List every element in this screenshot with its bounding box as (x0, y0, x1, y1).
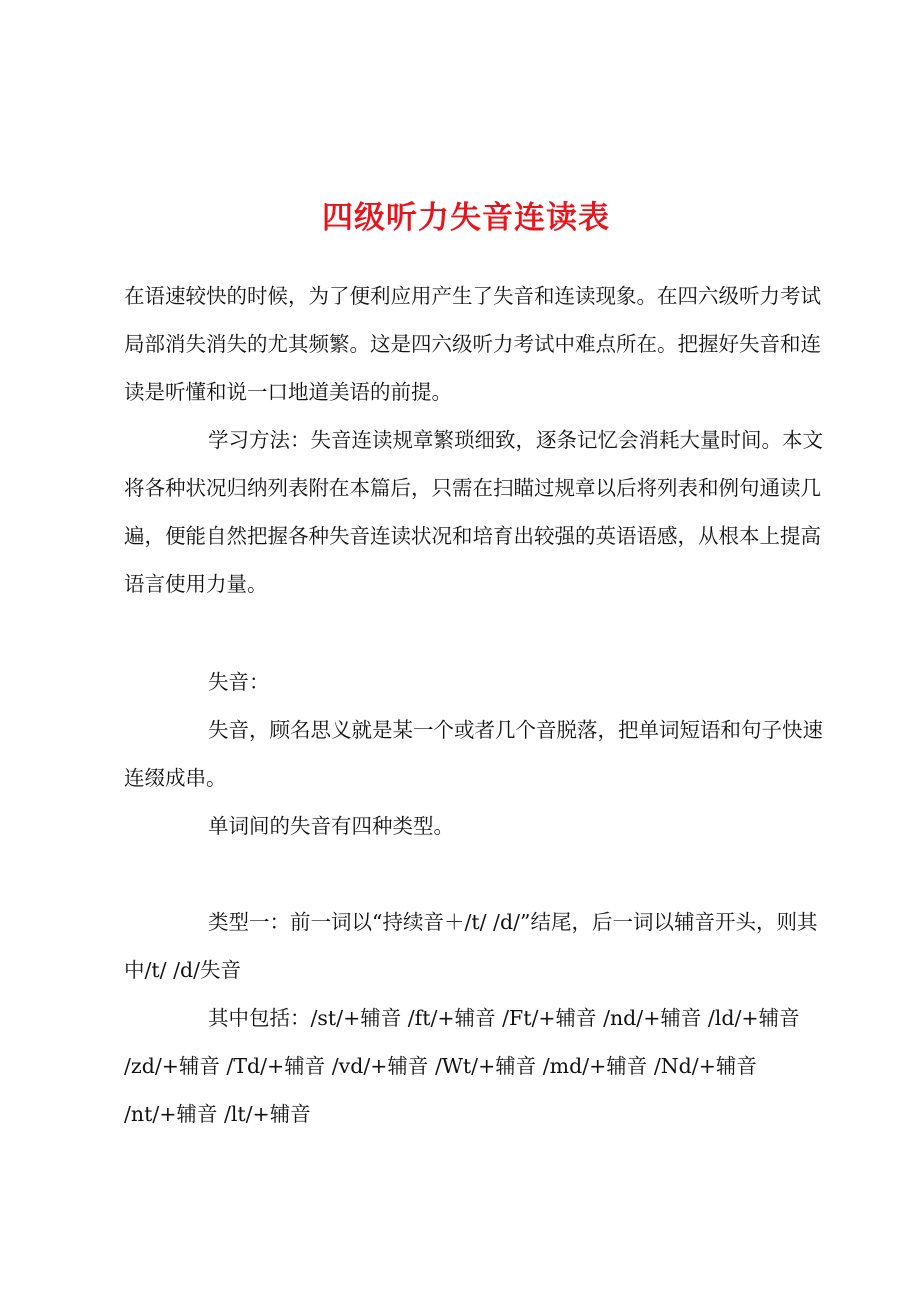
paragraph-type-one: 类型一：前一词以“持续音＋/t/ /d/”结尾，后一词以辅音开头，则其中/t/ /d/失音 (124, 910, 818, 982)
paragraph-intro: 在语速较快的时候，为了便利应用产生了失音和连读现象。在四六级听力考试局部消失消失的尤其频繁。这是四六级听力考试中难点所在。把握好失音和连读是听懂和说一口地道美语的前提。 (124, 284, 821, 404)
paragraph-elision-definition: 失音，顾名思义就是某一个或者几个音脱落，把单词短语和句子快速连缀成串。 (124, 718, 823, 790)
paragraph-study-method: 学习方法：失音连读规章繁琐细致，逐条记忆会消耗大量时间。本文将各种状况归纳列表附在本篇后，只需在扫瞄过规章以后将列表和例句通读几遍，便能自然把握各种失音连读状况和培育出较强的英语语感，从根本上提高语言使用力量。 (124, 428, 823, 596)
paragraph-heading-elision: 失音： (208, 670, 270, 694)
document-title: 四级听力失音连读表 (322, 200, 610, 236)
paragraph-type-one-includes: 其中包括：/st/+辅音 /ft/+辅音 /Ft/+辅音 /nd/+辅音 /ld/+辅音 /zd/+辅音 /Td/+辅音 /vd/+辅音 /Wt/+辅音 /md/+辅音 /Nd/+辅音 /nt/+辅音 /lt/+辅音 (124, 1006, 800, 1126)
paragraph-four-types: 单词间的失音有四种类型。 (208, 814, 454, 838)
